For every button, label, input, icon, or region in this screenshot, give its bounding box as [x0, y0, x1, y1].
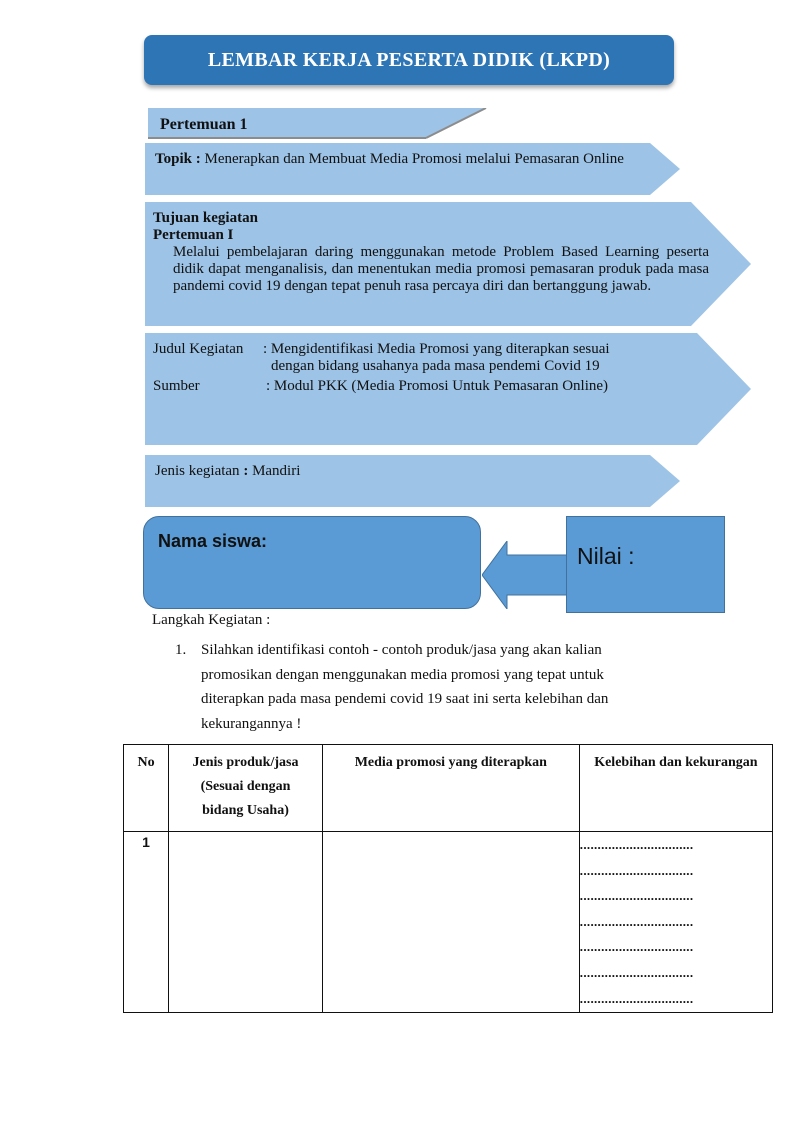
dotted-line: ................................ [579, 939, 694, 955]
judul-value-line2: dengan bidang usahanya pada masa pendemi Covid 19 [271, 358, 600, 374]
langkah-kegiatan-title: Langkah Kegiatan : [152, 612, 271, 628]
table-header-row [124, 745, 773, 832]
tujuan-subheading: Pertemuan I [153, 227, 234, 243]
topik-content [155, 151, 624, 168]
dotted-line: ................................ [579, 990, 694, 1006]
pertemuan-label: Pertemuan 1 [160, 116, 248, 133]
page-title: LEMBAR KERJA PESERTA DIDIK (LKPD) [207, 48, 611, 71]
sumber-value: : Modul PKK (Media Promosi Untuk Pemasaran Online) [266, 378, 609, 394]
dotted-line: ................................ [579, 913, 694, 929]
jenis-separator: : [243, 463, 249, 479]
jenis-kegiatan-banner [145, 455, 680, 507]
tujuan-heading: Tujuan kegiatan [153, 210, 258, 226]
judul-value-line1: : Mengidentifikasi Media Promosi yang diterapkan sesuai [263, 341, 610, 357]
topik-banner [145, 143, 680, 195]
cell-no: 1 [124, 832, 169, 1013]
jenis-content [155, 463, 300, 480]
jenis-label: Jenis kegiatan [155, 463, 240, 479]
nilai-label: Nilai : [577, 543, 635, 569]
left-arrow-icon [482, 541, 568, 614]
cell-media-promosi[interactable] [322, 832, 579, 1013]
lkpd-title-banner [144, 35, 674, 85]
pertemuan-tab [148, 108, 486, 138]
jenis-value: Mandiri [252, 463, 301, 479]
tujuan-content [153, 210, 709, 295]
tujuan-banner [145, 202, 751, 326]
step-number: 1. [175, 642, 187, 658]
nama-siswa-label: Nama siswa: [158, 531, 268, 551]
step-text: Silahkan identifikasi contoh - contoh produk/jasa yang akan kalian promosikan dengan menggunakan media promosi yang tepat untuk diterapkan pada masa pendemi covid 19 saat ini serta kelebihan dan kekurangannya ! [201, 642, 609, 732]
judul-content [153, 341, 610, 395]
lkpd-table [123, 744, 773, 1013]
dotted-line: ................................ [579, 964, 694, 980]
judul-kegiatan-banner [145, 333, 751, 445]
dotted-line: ................................ [579, 862, 694, 878]
step-list [175, 638, 645, 736]
table-row [124, 832, 773, 1013]
header-no: No [124, 745, 169, 832]
cell-kelebihan-kekurangan[interactable] [579, 832, 772, 1013]
topik-value: Menerapkan dan Membuat Media Promosi melalui Pemasaran Online [204, 151, 624, 167]
cell-jenis-produk[interactable] [169, 832, 323, 1013]
header-jenis-produk: Jenis produk/jasa (Sesuai dengan bidang Usaha) [169, 745, 323, 832]
header-media-promosi: Media promosi yang diterapkan [322, 745, 579, 832]
tujuan-text: Melalui pembelajaran daring menggunakan metode Problem Based Learning peserta didik dapat menganalisis, dan menentukan media promosi pemasaran produk pada masa pandemi covid 19 dengan tepat penuh rasa percaya diri dan bertanggung jawab. [173, 244, 709, 294]
dotted-line: ................................ [579, 888, 694, 904]
nilai-field[interactable] [566, 516, 725, 613]
judul-label: Judul Kegiatan [153, 341, 244, 357]
header-kelebihan-kekurangan: Kelebihan dan kekurangan [579, 745, 772, 832]
topik-label: Topik : [155, 151, 201, 167]
nama-siswa-field[interactable] [143, 516, 481, 609]
dotted-line: ................................ [579, 837, 694, 852]
sumber-label: Sumber [153, 378, 200, 394]
